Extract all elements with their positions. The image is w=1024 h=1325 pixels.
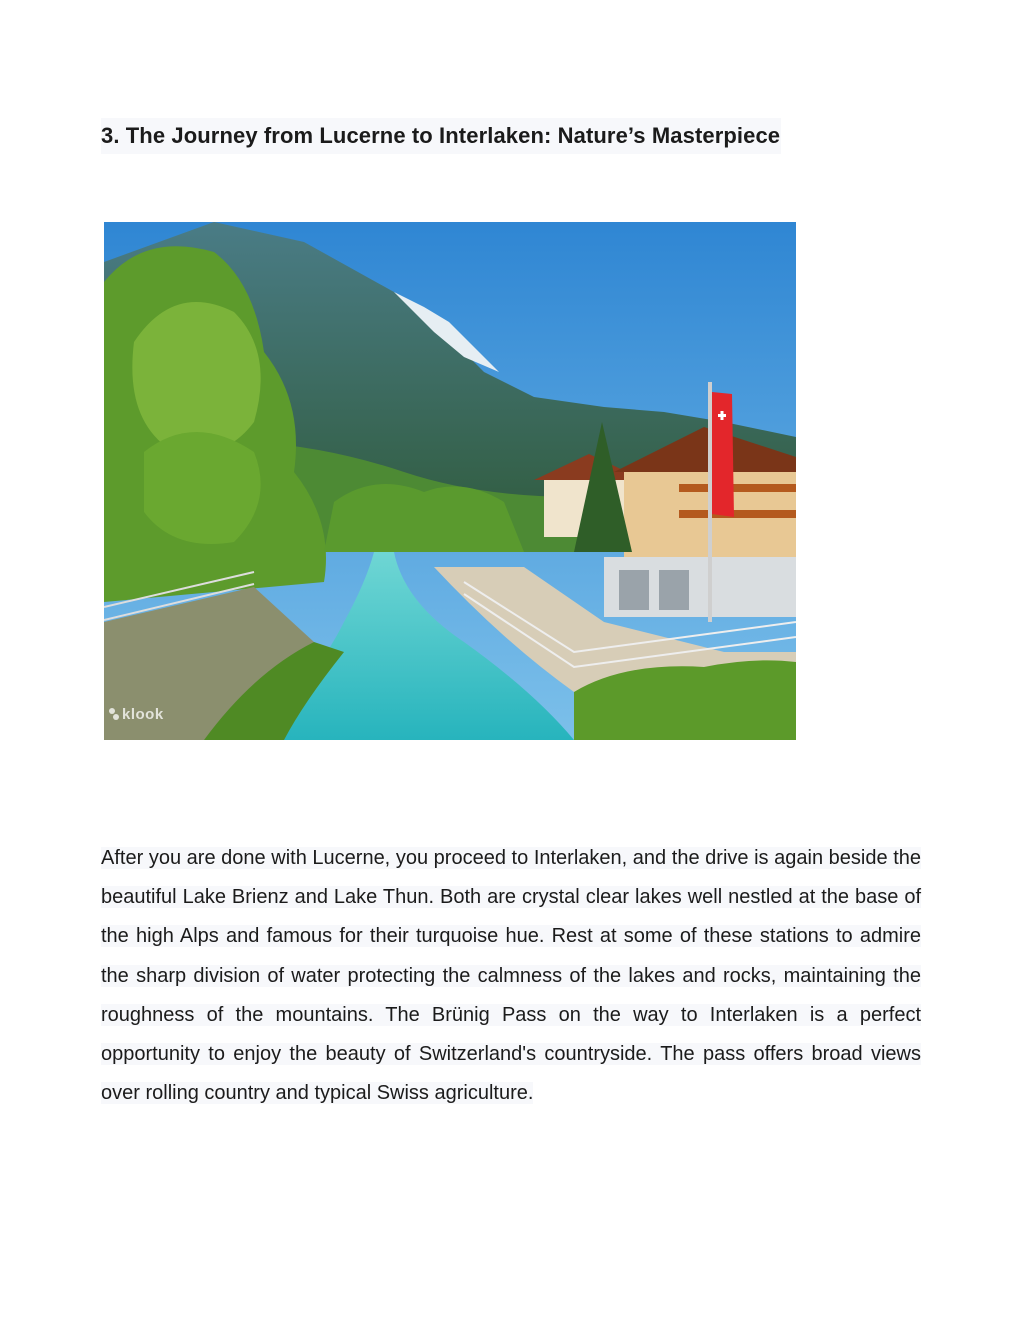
interlaken-river-photo bbox=[104, 222, 796, 740]
photo-watermark: klook bbox=[122, 706, 164, 723]
flag-pole bbox=[708, 382, 712, 622]
photo-illustration bbox=[104, 222, 796, 740]
paragraph-text: After you are done with Lucerne, you proceed to Interlaken, and the drive is again beside the beautiful Lake Brienz and Lake Thun. Both are crystal clear lakes well nestled at the base of the high Alps and famous for their turquoise hue. Rest at some of these stations to admire the sharp division of water protecting the calmness of the lakes and rocks, maintaining the roughness of the mountains. The Brünig Pass on the way to Interlaken is a perfect opportunity to enjoy the beauty of Switzerland's countryside. The pass offers broad views over rolling country and typical Swiss agriculture. bbox=[101, 847, 921, 1105]
section-heading: 3. The Journey from Lucerne to Interlaken: Nature’s Masterpiece bbox=[101, 118, 781, 154]
klook-logo-icon bbox=[108, 707, 120, 721]
swiss-flag bbox=[712, 392, 734, 517]
body-paragraph bbox=[101, 839, 921, 1113]
